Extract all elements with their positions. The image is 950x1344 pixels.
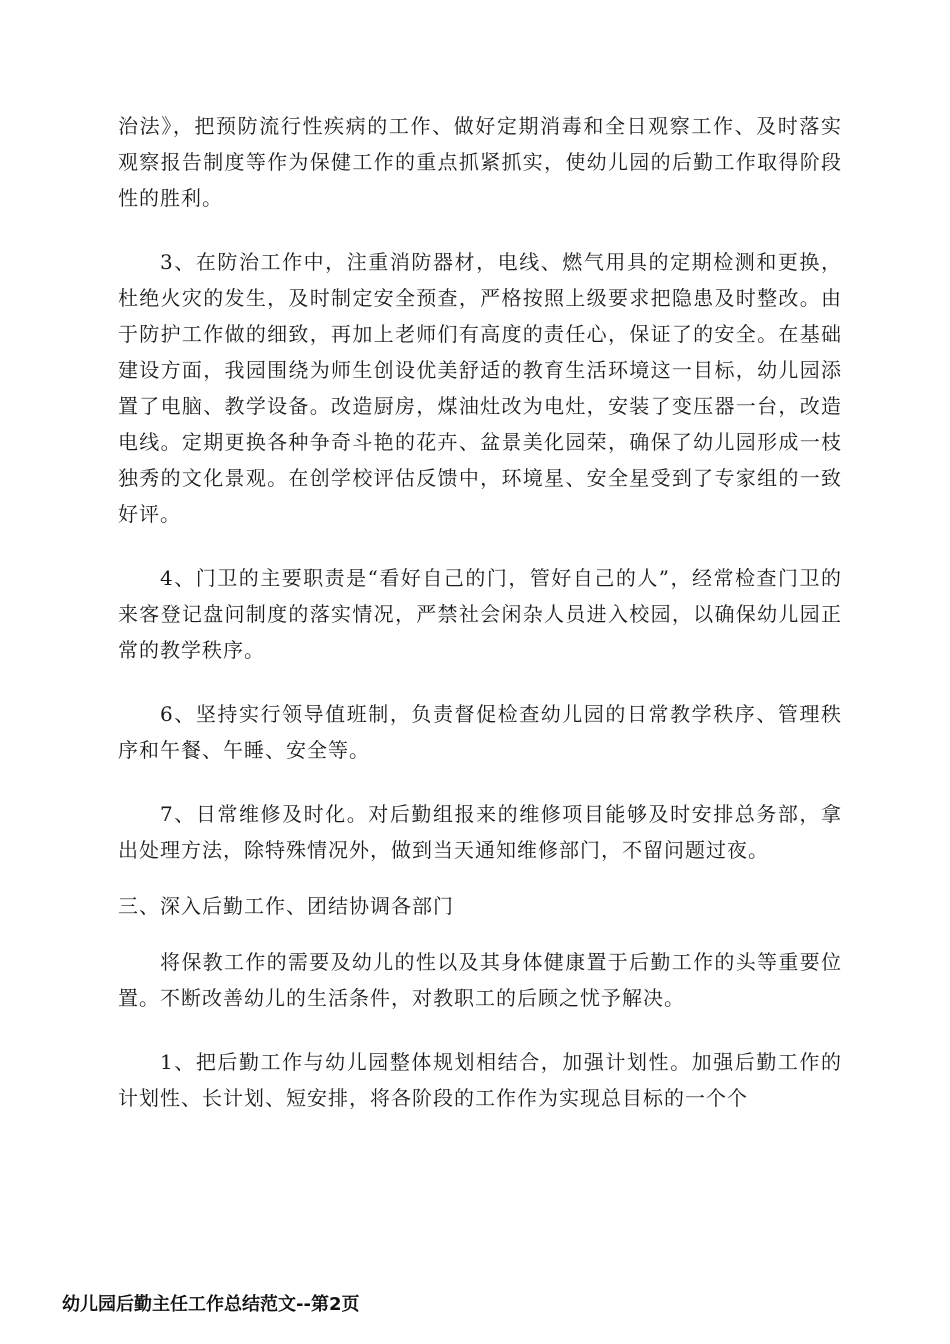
paragraph-item-7: 7、日常维修及时化。对后勤组报来的维修项目能够及时安排总务部，拿出处理方法，除特殊情况外，做到当天通知维修部门，不留问题过夜。 [118,802,842,862]
page-footer: 幼儿园后勤主任工作总结范文--第2页 [62,1294,360,1315]
paragraph-item-1: 1、把后勤工作与幼儿园整体规划相结合，加强计划性。加强后勤工作的计划性、长计划、短安排，将各阶段的工作作为实现总目标的一个个 [118,1050,842,1110]
paragraph-item-6: 6、坚持实行领导值班制，负责督促检查幼儿园的日常教学秩序、管理秩序和午餐、午睡、安全等。 [118,702,842,762]
paragraph-item-4: 4、门卫的主要职责是“看好自己的门，管好自己的人”，经常检查门卫的来客登记盘问制度的落实情况，严禁社会闲杂人员进入校园，以确保幼儿园正常的教学秩序。 [118,566,842,662]
document-body [118,108,842,1116]
paragraph-intro: 将保教工作的需要及幼儿的性以及其身体健康置于后勤工作的头等重要位置。不断改善幼儿的生活条件，对教职工的后顾之忧予解决。 [118,950,842,1010]
section-heading: 三、深入后勤工作、团结协调各部门 [118,894,454,918]
paragraph-continuation: 治法》，把预防流行性疾病的工作、做好定期消毒和全日观察工作、及时落实观察报告制度等作为保健工作的重点抓紧抓实，使幼儿园的后勤工作取得阶段性的胜利。 [118,114,842,210]
paragraph-item-3: 3、在防治工作中，注重消防器材，电线、燃气用具的定期检测和更换，杜绝火灾的发生，及时制定安全预查，严格按照上级要求把隐患及时整改。由于防护工作做的细致，再加上老师们有高度的责任心，保证了的安全。在基础建设方面，我园围绕为师生创设优美舒适的教育生活环境这一目标，幼儿园添置了电脑、教学设备。改造厨房，煤油灶改为电灶，安装了变压器一台，改造电线。定期更换各种争奇斗艳的花卉、盆景美化园荣，确保了幼儿园形成一枝独秀的文化景观。在创学校评估反馈中，环境星、安全星受到了专家组的一致好评。 [118,250,842,526]
